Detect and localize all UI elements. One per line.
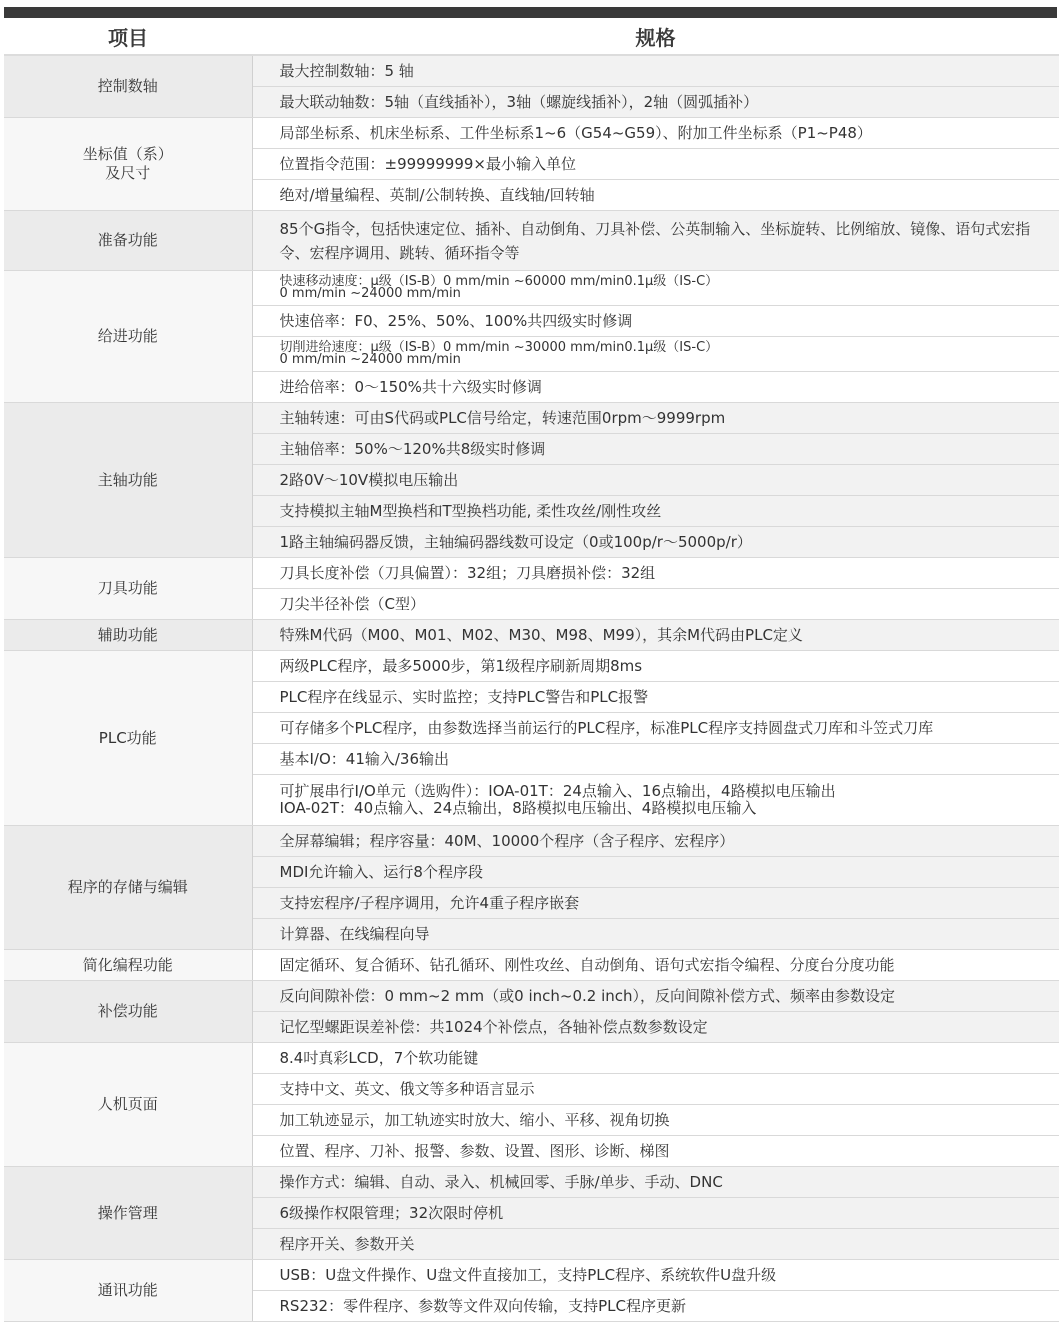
category-operation: 操作管理 [4, 1167, 252, 1260]
spec-cell: 固定循环、复合循环、钻孔循环、刚性攻丝、自动倒角、语句式宏指令编程、分度台分度功能 [252, 950, 1059, 981]
category-feed: 给进功能 [4, 271, 252, 403]
spec-cell: 刀具长度补偿（刀具偏置）：32组；刀具磨损补偿：32组 [252, 558, 1059, 589]
table-row [4, 1167, 1059, 1198]
category-spindle: 主轴功能 [4, 403, 252, 558]
spec-cell: 1路主轴编码器反馈，主轴编码器线数可设定（0或100p/r～5000p/r） [252, 527, 1059, 558]
spec-line: 快速移动速度：μ级（IS-B）0 mm/min ~60000 mm/min0.1μ级（IS-C） [279, 274, 719, 289]
spec-cell: 程序开关、参数开关 [252, 1229, 1059, 1260]
spec-cell: 操作方式：编辑、自动、录入、机械回零、手脉/单步、手动、DNC [252, 1167, 1059, 1198]
spec-cell: 记忆型螺距误差补偿：共1024个补偿点，各轴补偿点数参数设定 [252, 1012, 1059, 1043]
category-line: 及尺寸 [105, 164, 151, 182]
spec-cell: 绝对/增量编程、英制/公制转换、直线轴/回转轴 [252, 180, 1059, 211]
spec-cell: RS232：零件程序、参数等文件双向传输，支持PLC程序更新 [252, 1291, 1059, 1322]
table-row [4, 558, 1059, 589]
header-item: 项目 [4, 18, 252, 55]
category-communication: 通讯功能 [4, 1260, 252, 1322]
spec-cell: USB：U盘文件操作、U盘文件直接加工，支持PLC程序、系统软件U盘升级 [252, 1260, 1059, 1291]
table-row [4, 271, 1059, 306]
category-control-axes: 控制数轴 [4, 55, 252, 118]
spec-cell: 8.4吋真彩LCD，7个软功能键 [252, 1043, 1059, 1074]
table-row [4, 118, 1059, 149]
spec-cell [252, 775, 1059, 826]
spec-cell: 支持中文、英文、俄文等多种语言显示 [252, 1074, 1059, 1105]
spec-cell: 6级操作权限管理；32次限时停机 [252, 1198, 1059, 1229]
spec-cell: 刀尖半径补偿（C型） [252, 589, 1059, 620]
spec-cell: 局部坐标系、机床坐标系、工件坐标系1~6（G54~G59）、附加工件坐标系（P1~P48） [252, 118, 1059, 149]
spec-cell: 计算器、在线编程向导 [252, 919, 1059, 950]
spec-cell [252, 337, 1059, 372]
table-row [4, 620, 1059, 651]
spec-cell: 基本I/O：41输入/36输出 [252, 744, 1059, 775]
header-spec: 规格 [252, 18, 1059, 55]
spec-line: IOA-02T：40点输入、24点输出，8路模拟电压输出、4路模拟电压输入 [279, 799, 757, 817]
spec-cell: 支持模拟主轴M型换档和T型换档功能, 柔性攻丝/刚性攻丝 [252, 496, 1059, 527]
category-auxiliary: 辅助功能 [4, 620, 252, 651]
spec-cell: 加工轨迹显示，加工轨迹实时放大、缩小、平移、视角切换 [252, 1105, 1059, 1136]
spec-cell: 进给倍率：0～150%共十六级实时修调 [252, 372, 1059, 403]
table-row [4, 651, 1059, 682]
table-row [4, 55, 1059, 87]
spec-cell: 最大联动轴数：5轴（直线插补），3轴（螺旋线插补），2轴（圆弧插补） [252, 87, 1059, 118]
spec-cell: 快速倍率：F0、25%、50%、100%共四级实时修调 [252, 306, 1059, 337]
category-line: 坐标值（系） [82, 145, 173, 163]
category-hmi: 人机页面 [4, 1043, 252, 1167]
spec-line: 0 mm/min ~24000 mm/min [279, 286, 461, 301]
spec-line: 0 mm/min ~24000 mm/min [279, 352, 461, 367]
spec-cell: 特殊M代码（M00、M01、M02、M30、M98、M99），其余M代码由PLC定义 [252, 620, 1059, 651]
table-header-row [4, 18, 1059, 55]
category-simplified-programming: 简化编程功能 [4, 950, 252, 981]
spec-cell [252, 271, 1059, 306]
spec-cell: 支持宏程序/子程序调用，允许4重子程序嵌套 [252, 888, 1059, 919]
spec-cell: 85个G指令，包括快速定位、插补、自动倒角、刀具补偿、公英制输入、坐标旋转、比例缩放、镜像、语句式宏指令、宏程序调用、跳转、循环指令等 [252, 211, 1059, 271]
spec-cell: 位置、程序、刀补、报警、参数、设置、图形、诊断、梯图 [252, 1136, 1059, 1167]
category-coordinates [4, 118, 252, 211]
spec-line: 可扩展串行I/O单元（选购件）：IOA-01T：24点输入、16点输出，4路模拟电压输出 [279, 782, 836, 800]
category-plc: PLC功能 [4, 651, 252, 826]
category-preparatory: 准备功能 [4, 211, 252, 271]
table-row [4, 950, 1059, 981]
spec-line: 切削进给速度：μ级（IS-B）0 mm/min ~30000 mm/min0.1μ级（IS-C） [279, 340, 719, 355]
table-row [4, 981, 1059, 1012]
spec-table [4, 18, 1059, 1322]
category-tool: 刀具功能 [4, 558, 252, 620]
spec-cell: 位置指令范围：±99999999×最小输入单位 [252, 149, 1059, 180]
spec-cell: MDI允许输入、运行8个程序段 [252, 857, 1059, 888]
spec-cell: 最大控制数轴：5 轴 [252, 55, 1059, 87]
spec-cell: 全屏幕编辑；程序容量：40M、10000个程序（含子程序、宏程序） [252, 826, 1059, 857]
table-row [4, 1043, 1059, 1074]
table-row [4, 826, 1059, 857]
spec-cell: 主轴倍率：50%～120%共8级实时修调 [252, 434, 1059, 465]
spec-cell: PLC程序在线显示、实时监控；支持PLC警告和PLC报警 [252, 682, 1059, 713]
table-row [4, 211, 1059, 271]
category-program-storage: 程序的存储与编辑 [4, 826, 252, 950]
spec-cell: 反向间隙补偿：0 mm~2 mm（或0 inch~0.2 inch），反向间隙补偿方式、频率由参数设定 [252, 981, 1059, 1012]
spec-cell: 2路0V～10V模拟电压输出 [252, 465, 1059, 496]
category-compensation: 补偿功能 [4, 981, 252, 1043]
spec-cell: 两级PLC程序，最多5000步，第1级程序刷新周期8ms [252, 651, 1059, 682]
spec-cell: 主轴转速：可由S代码或PLC信号给定，转速范围0rpm～9999rpm [252, 403, 1059, 434]
spec-cell: 可存储多个PLC程序，由参数选择当前运行的PLC程序，标准PLC程序支持圆盘式刀库和斗笠式刀库 [252, 713, 1059, 744]
top-bar [4, 7, 1057, 18]
table-row [4, 1260, 1059, 1291]
table-row [4, 403, 1059, 434]
